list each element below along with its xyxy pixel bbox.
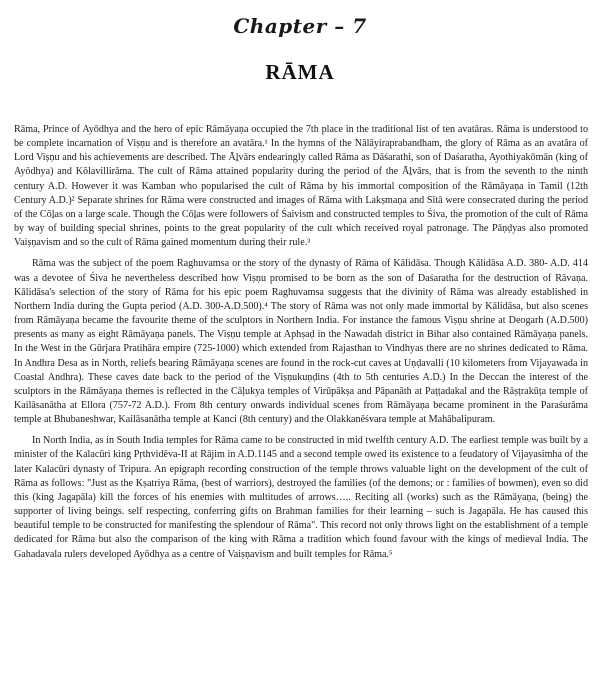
paragraph-2: Rāma was the subject of the poem Raghuvamsa or the story of the dynasty of Rāma of Kālidāsa. Though Kālidāsa A.D. 380- A.D. 414 was a devotee of Śiva he nevertheless described how Viṣṇu promised to be born as the son of Daśaratha for the destruction of Rāvaṇa. Kālidāsa's selection of the story of Rāma for his epic poem Raghuvamsa suggests that the divinity of Rāma was already established in Northern India during the Gupta period (A.D. 300-A.D.500).⁴ The story of Rāma was not only made immortal by Kālidāsa, but also scenes from Rāmāyaṇa became the favourite theme of the sculptors in Northern India. For instance the famous Viṣṇu shrine at Deogarh (A.D.500) presents as many as eight Rāmāyaṇa panels. The Viṣṇu temple at Aphṣaḍ in the Nawadah district in Bihar also contained Rāmāyaṇa panels. In the West in the Gūrjara Pratihāra empire (725-1000) which extended from Rajasthan to Vindhyas there are no shrines dedicated to Rāma. In Andhra Desa as in North, reliefs bearing Rāmāyaṇa scenes are found in the rock-cut caves at Uṇḍavalli (10 kilometers from Vijayawada in Coastal Andhra). These caves date back to the period of the Viṣṇukuṇḍins (4th to 5th centuries A.D.) In the Deccan the interest of the sculptors in the Rāmāyaṇa themes is reflected in the Cāḷukya temples of Virūpākṣa and Pāpanāth at Paṭṭadakal and the Rāṣṭrakūṭa temple of Kailāsanātha at Ellora (757-72 A.D.). From 8th century onwards individual scenes from Rāmāyaṇa became prominent in the Paraśurāma temple at Bhubaneshwar, Kailāsanātha temple at Kanci (8th century) and the Olakkanēśvara temple at Mahābalipuram. xyxy=(14,258,588,426)
body-text xyxy=(14,123,588,569)
chapter-title: RĀMA xyxy=(265,60,335,84)
paragraph-3: In North India, as in South India temples for Rāma came to be constructed in mid twelfth century A.D. The earliest temple was built by a minister of the Kalacūri king Pṛthvidēva-II at Rājim in A.D.1145 and a second temple owed its existence to a feudatory of Vijayasimha of the later Kalacūri dynasty of Tripura. An epigraph recording construction of the temple throws valuable light on the development of the cult of Rāma as follows: "Just as the Kṣatriya Rāma, (best of warriors), destroyed the families (of the demons; or : families of bowmen), even so did this (king Jagapāla) kill the forces of his enemies with multitudes of arrows….. Reciting all (works) such as the Rāmāyaṇa, (being) the supporter of living beings. self respecting, conferring gifts on Brahman families for their learning – such is Jagapāla. He has caused this beautiful temple to be constructed for manifesting the splendour of Rāma". This record not only throws light on the establishment of a temple dedicated for Rāma but also the comparison of the king with Rāma a tradition which found favour with the kings of medieval India. The Gahadavala rulers developed Ayōdhya as a centre of Vaiṣṇavism and built temples for Rāma.⁵ xyxy=(14,435,588,560)
paragraph-1: Rāma, Prince of Ayōdhya and the hero of epic Rāmāyaṇa occupied the 7th place in the traditional list of ten avatāras. Rāma is understood to be complete incarnation of Viṣṇu and is therefore an avatāra.¹ In the hymns of the Nālāyiraprabandham, the glory of Rāma as an avatāra of Lord Viṣṇu and his achievements are described. The Āḻvārs endearingly called Rāma as Dāśarathi, son of Daśaratha, Ayothiyakōmān (king of Ayōdhya) and Kōlavillirāma. The cult of Rāma attained popularity during the period of the Āḻvārs, that is from the seventh to the ninth century A.D. However it was Kamban who popularised the cult of Rāma by his immortal composition of the Rāmāyaṇa in Tamil (12th Century A.D.)² Separate shrines for Rāma were constructed and images of Rāma with Lakṣmaṇa and Sītā were consecrated during the period of the Cōḻas on a large scale. Though the Cōḻas were followers of Śaivism and constructed temples to Śiva, the promotion of the cult of Rāma by way of building special shrines, points to the great popularity of the cult which received royal patronage. The Pāṇḍyas also promoted Vaiṣṇavism and so the cult of Rāma gained momentum during their rule.³ xyxy=(14,124,588,249)
chapter-label: Chapter – 7 xyxy=(233,14,367,38)
